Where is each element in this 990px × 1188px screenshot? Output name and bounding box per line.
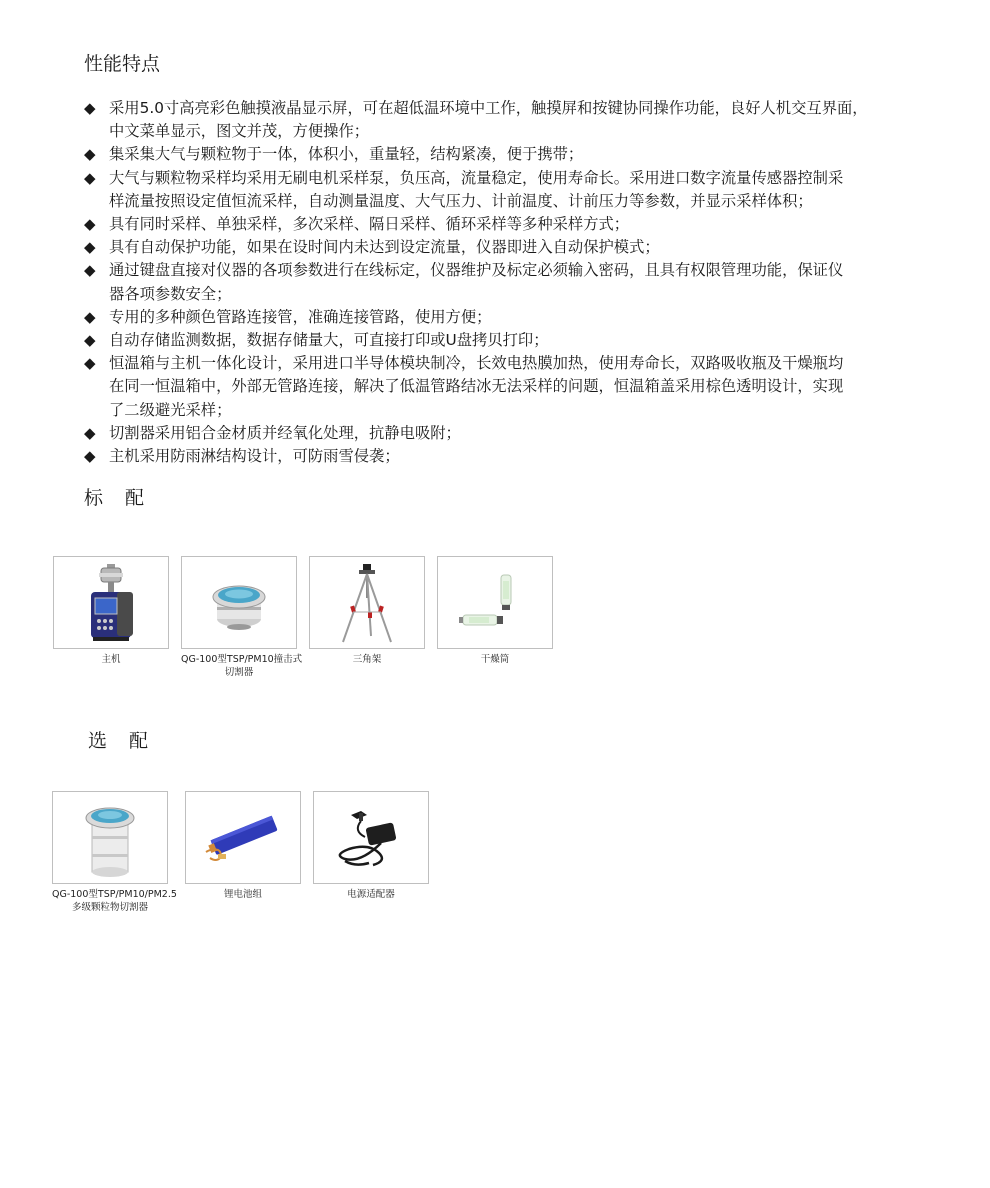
diamond-bullet-icon: ◆ — [84, 145, 96, 164]
standard-config-title: 标 配 — [84, 487, 153, 509]
diamond-bullet-icon: ◆ — [84, 354, 96, 373]
feature-line: 通过键盘直接对仪器的各项参数进行在线标定，仪器维护及标定必须输入密码，且具有权限管理功能，保证仪 — [109, 261, 844, 280]
feature-line: 样流量按照设定值恒流采样，自动测量温度、大气压力、计前温度、计前压力等参数，并显示采样体积； — [109, 191, 813, 210]
feature-item — [84, 97, 934, 143]
standard-item-impactor — [181, 556, 303, 679]
caption-line: 多级颗粒物切割器 — [71, 902, 148, 913]
lithium-battery-icon — [185, 791, 301, 884]
optional-config-title: 选 配 — [88, 730, 157, 752]
caption-line: QG-100型TSP/PM10撞击式 — [181, 654, 303, 665]
feature-item — [84, 213, 934, 236]
drying-tube-icon — [437, 556, 553, 649]
feature-line: 具有同时采样、单独采样，多次采样、隔日采样、循环采样等多种采样方式； — [109, 215, 630, 234]
power-adapter-icon — [313, 791, 429, 884]
feature-line: 大气与颗粒物采样均采用无刷电机采样泵，负压高，流量稳定，使用寿命长。采用进口数字流量传感器控制采 — [109, 168, 844, 187]
item-caption — [309, 653, 425, 666]
feature-line: 主机采用防雨淋结构设计，可防雨雪侵袭； — [109, 447, 400, 466]
multistage-cutter-icon — [52, 791, 168, 884]
optional-item-power-adapter — [313, 791, 429, 901]
diamond-bullet-icon: ◆ — [84, 168, 96, 187]
feature-line: 在同一恒温箱中，外部无管路连接，解决了低温管路结冰无法采样的问题，恒温箱盖采用棕色透明设计，实现 — [109, 377, 844, 396]
caption-line: 锂电池组 — [223, 889, 262, 900]
feature-item — [84, 329, 934, 352]
optional-item-lithium-battery — [185, 791, 301, 901]
item-caption — [52, 888, 177, 914]
feature-item — [84, 143, 934, 166]
diamond-bullet-icon: ◆ — [84, 423, 96, 442]
feature-item — [84, 352, 934, 422]
feature-item — [84, 236, 934, 259]
feature-item — [84, 445, 934, 468]
diamond-bullet-icon: ◆ — [84, 238, 96, 257]
feature-line: 具有自动保护功能，如果在设时间内未达到设定流量，仪器即进入自动保护模式； — [109, 238, 660, 257]
standard-item-host — [53, 556, 169, 666]
caption-line: 电源适配器 — [347, 889, 395, 900]
caption-line: 切割器 — [224, 667, 254, 678]
feature-line: 专用的多种颜色管路连接管，准确连接管路，使用方便； — [109, 307, 492, 326]
diamond-bullet-icon: ◆ — [84, 215, 96, 234]
feature-line: 自动存储监测数据，数据存储量大，可直接打印或U盘拷贝打印； — [109, 331, 549, 350]
feature-line: 器各项参数安全； — [109, 284, 232, 303]
feature-item — [84, 167, 934, 213]
feature-line: 中文菜单显示，图文并茂，方便操作； — [109, 122, 370, 141]
item-caption — [181, 653, 303, 679]
standard-item-tripod — [309, 556, 425, 666]
feature-line: 了二级避光采样； — [109, 400, 232, 419]
caption-line: QG-100型TSP/PM10/PM2.5 — [52, 889, 177, 900]
features-title: 性能特点 — [84, 53, 161, 75]
feature-line: 集采集大气与颗粒物于一体，体积小，重量轻，结构紧凑，便于携带； — [109, 145, 584, 164]
caption-line: 干燥筒 — [480, 654, 510, 665]
diamond-bullet-icon: ◆ — [84, 331, 96, 350]
diamond-bullet-icon: ◆ — [84, 447, 96, 466]
item-caption — [437, 653, 553, 666]
tripod-icon — [309, 556, 425, 649]
caption-line: 三角架 — [352, 654, 382, 665]
feature-line: 采用5.0寸高亮彩色触摸液晶显示屏，可在超低温环境中工作，触摸屏和按键协同操作功能，良好人机交互界面， — [109, 99, 868, 117]
item-caption — [53, 653, 169, 666]
caption-line: 主机 — [101, 654, 121, 665]
host-unit-icon — [53, 556, 169, 649]
feature-line: 切割器采用铝合金材质并经氧化处理，抗静电吸附； — [109, 423, 461, 442]
optional-item-multistage-cutter — [52, 791, 177, 914]
item-caption — [313, 888, 429, 901]
feature-line: 恒温箱与主机一体化设计，采用进口半导体模块制冷，长效电热膜加热，使用寿命长，双路吸收瓶及干燥瓶均 — [109, 354, 844, 373]
feature-item — [84, 259, 934, 305]
features-list — [84, 97, 934, 468]
diamond-bullet-icon: ◆ — [84, 261, 96, 280]
feature-item — [84, 422, 934, 445]
diamond-bullet-icon: ◆ — [84, 307, 96, 326]
feature-item — [84, 306, 934, 329]
diamond-bullet-icon: ◆ — [84, 99, 96, 117]
impactor-cutter-icon — [181, 556, 297, 649]
item-caption — [185, 888, 301, 901]
standard-item-drying-tube — [437, 556, 553, 666]
